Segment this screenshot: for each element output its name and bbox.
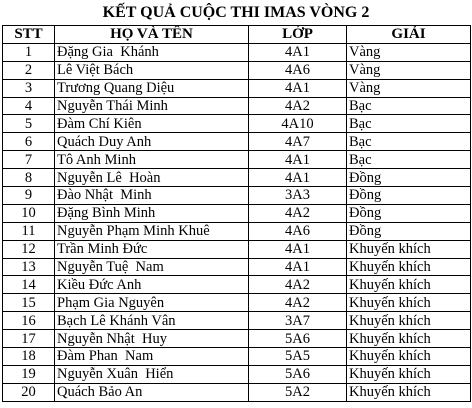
cell-class: 4A2 <box>249 276 347 294</box>
cell-prize: Vàng <box>347 43 471 61</box>
cell-name: Đàm Chí Kiên <box>55 115 249 133</box>
cell-class: 4A7 <box>249 133 347 151</box>
cell-name: Quách Duy Anh <box>55 133 249 151</box>
table-row <box>3 240 471 258</box>
cell-class: 3A3 <box>249 187 347 205</box>
cell-name: Nguyễn Tuệ Nam <box>55 258 249 276</box>
cell-class: 4A1 <box>249 240 347 258</box>
table-row <box>3 133 471 151</box>
table-body <box>3 43 471 401</box>
cell-stt: 18 <box>3 348 55 366</box>
cell-prize: Bạc <box>347 97 471 115</box>
cell-name: Đặng Gia Khánh <box>55 43 249 61</box>
table-row <box>3 348 471 366</box>
document-title: KẾT QUẢ CUỘC THI IMAS VÒNG 2 <box>102 4 370 21</box>
table-row <box>3 312 471 330</box>
cell-class: 5A6 <box>249 330 347 348</box>
cell-name: Quách Bảo An <box>55 383 249 401</box>
table-row <box>3 43 471 61</box>
cell-stt: 6 <box>3 133 55 151</box>
cell-name: Đàm Phan Nam <box>55 348 249 366</box>
column-header-stt: STT <box>3 26 55 44</box>
cell-class: 3A7 <box>249 312 347 330</box>
cell-name: Lê Việt Bách <box>55 61 249 79</box>
cell-class: 4A1 <box>249 169 347 187</box>
cell-prize: Đồng <box>347 187 471 205</box>
cell-prize: Khuyến khích <box>347 276 471 294</box>
cell-name: Nguyễn Phạm Minh Khuê <box>55 222 249 240</box>
cell-stt: 3 <box>3 79 55 97</box>
cell-prize: Bạc <box>347 115 471 133</box>
cell-class: 4A6 <box>249 61 347 79</box>
table-row <box>3 151 471 169</box>
cell-class: 4A2 <box>249 204 347 222</box>
cell-class: 5A5 <box>249 348 347 366</box>
cell-prize: Bạc <box>347 133 471 151</box>
cell-class: 4A1 <box>249 151 347 169</box>
table-row <box>3 169 471 187</box>
cell-class: 4A6 <box>249 222 347 240</box>
cell-stt: 11 <box>3 222 55 240</box>
cell-stt: 1 <box>3 43 55 61</box>
table-row <box>3 115 471 133</box>
cell-stt: 16 <box>3 312 55 330</box>
cell-stt: 5 <box>3 115 55 133</box>
table-row <box>3 258 471 276</box>
cell-class: 5A6 <box>249 365 347 383</box>
cell-prize: Khuyến khích <box>347 383 471 401</box>
cell-name: Đào Nhật Minh <box>55 187 249 205</box>
cell-class: 4A10 <box>249 115 347 133</box>
cell-stt: 9 <box>3 187 55 205</box>
column-header-prize: GIẢI <box>347 26 471 44</box>
cell-name: Nguyễn Xuân Hiển <box>55 365 249 383</box>
cell-stt: 4 <box>3 97 55 115</box>
cell-prize: Bạc <box>347 151 471 169</box>
cell-prize: Đồng <box>347 222 471 240</box>
results-table <box>2 25 471 402</box>
cell-stt: 14 <box>3 276 55 294</box>
cell-prize: Vàng <box>347 79 471 97</box>
cell-name: Tô Anh Minh <box>55 151 249 169</box>
cell-prize: Khuyến khích <box>347 312 471 330</box>
table-header-row <box>3 26 471 44</box>
table-row <box>3 61 471 79</box>
table-row <box>3 204 471 222</box>
cell-prize: Khuyến khích <box>347 294 471 312</box>
cell-class: 4A1 <box>249 43 347 61</box>
table-row <box>3 79 471 97</box>
cell-prize: Khuyến khích <box>347 258 471 276</box>
cell-name: Kiều Đức Anh <box>55 276 249 294</box>
cell-prize: Khuyến khích <box>347 365 471 383</box>
cell-class: 4A2 <box>249 97 347 115</box>
column-header-class: LỚP <box>249 26 347 44</box>
cell-name: Phạm Gia Nguyên <box>55 294 249 312</box>
cell-prize: Khuyến khích <box>347 240 471 258</box>
cell-stt: 19 <box>3 365 55 383</box>
cell-stt: 10 <box>3 204 55 222</box>
table-row <box>3 187 471 205</box>
cell-prize: Đồng <box>347 204 471 222</box>
table-row <box>3 294 471 312</box>
cell-stt: 15 <box>3 294 55 312</box>
cell-stt: 2 <box>3 61 55 79</box>
table-row <box>3 330 471 348</box>
table-row <box>3 276 471 294</box>
cell-name: Đặng Bình Minh <box>55 204 249 222</box>
cell-name: Trần Minh Đức <box>55 240 249 258</box>
cell-prize: Khuyến khích <box>347 330 471 348</box>
table-row <box>3 222 471 240</box>
cell-class: 4A1 <box>249 258 347 276</box>
table-row <box>3 383 471 401</box>
cell-name: Nguyễn Thái Minh <box>55 97 249 115</box>
cell-class: 4A2 <box>249 294 347 312</box>
cell-name: Nguyễn Lê Hoàn <box>55 169 249 187</box>
cell-name: Nguyễn Nhật Huy <box>55 330 249 348</box>
cell-stt: 20 <box>3 383 55 401</box>
cell-class: 4A1 <box>249 79 347 97</box>
cell-name: Bạch Lê Khánh Vân <box>55 312 249 330</box>
cell-stt: 7 <box>3 151 55 169</box>
column-header-name: HỌ VÀ TÊN <box>55 26 249 44</box>
cell-name: Trương Quang Diệu <box>55 79 249 97</box>
table-row <box>3 365 471 383</box>
cell-prize: Vàng <box>347 61 471 79</box>
cell-class: 5A2 <box>249 383 347 401</box>
cell-prize: Khuyến khích <box>347 348 471 366</box>
table-row <box>3 97 471 115</box>
cell-stt: 13 <box>3 258 55 276</box>
cell-stt: 8 <box>3 169 55 187</box>
cell-stt: 17 <box>3 330 55 348</box>
cell-prize: Đồng <box>347 169 471 187</box>
cell-stt: 12 <box>3 240 55 258</box>
